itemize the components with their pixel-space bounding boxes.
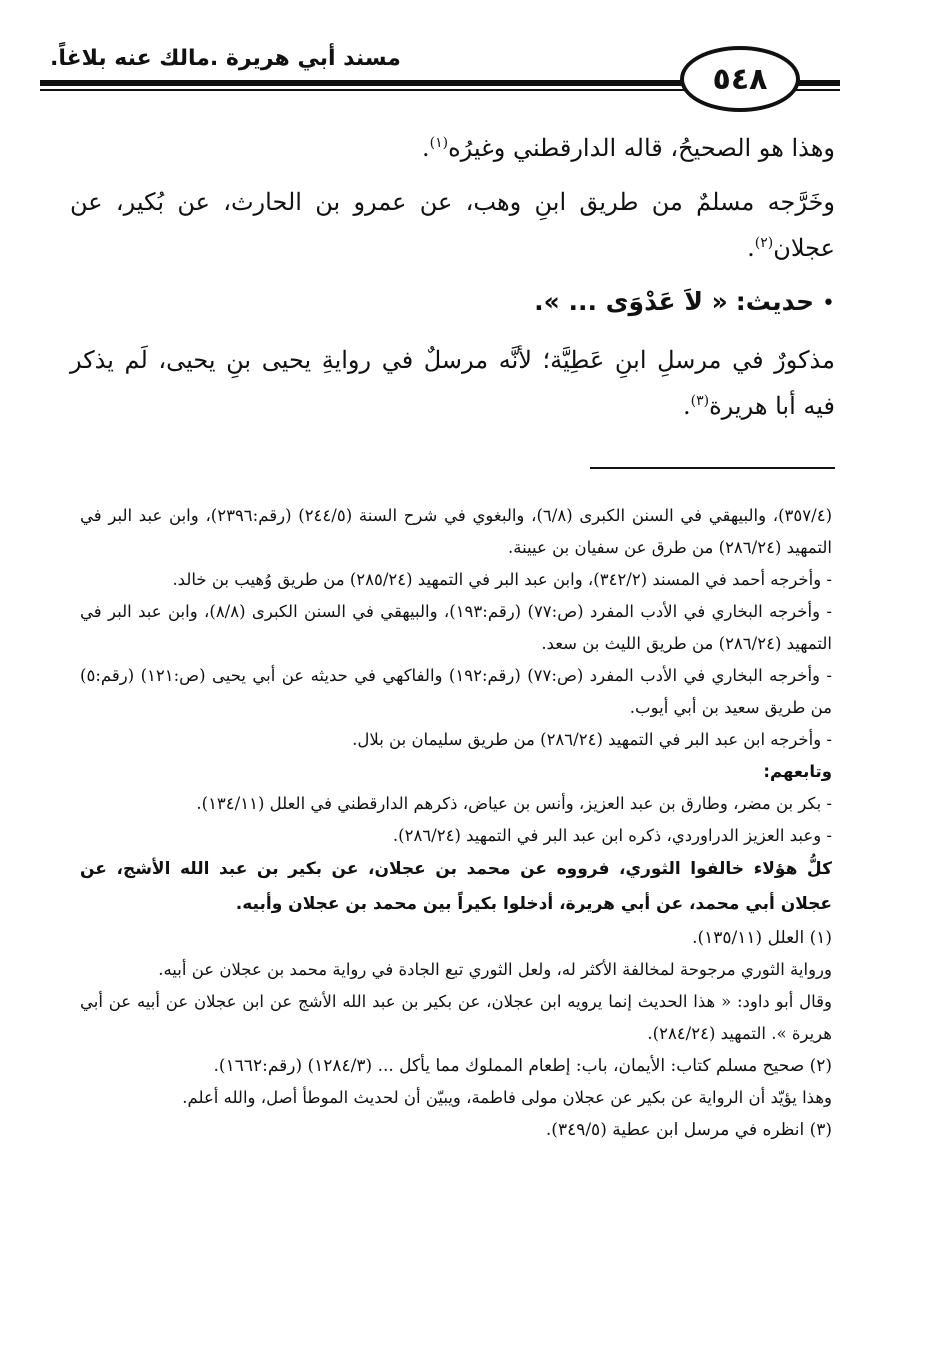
- hadith-keyword: حديث:: [735, 287, 815, 316]
- hadith-heading: [70, 279, 835, 327]
- footnote-ref-2[interactable]: (٢): [754, 235, 774, 251]
- paragraph-1: وهذا هو الصحيحُ، قاله الدارقطني وغيرُه$^{(١)}$.: [422, 134, 835, 162]
- bullet-icon: •: [822, 291, 835, 316]
- page-number: ٥٤٨: [712, 61, 768, 97]
- main-text: [70, 125, 835, 437]
- hadith-text: « لاَ عَدْوَى ... ».: [534, 287, 728, 316]
- note-conclusion: كلُّ هؤلاء خالفوا الثوري، فرووه عن محمد بن عجلان، عن بكير بن عبد الله الأشج، عن عجلان أبي محمد، عن أبي هريرة، أدخلوا بكيراً بين محمد بن عجلان وأبيه.: [80, 859, 832, 914]
- page-header: [40, 40, 870, 115]
- note-line: - وأخرجه البخاري في الأدب المفرد (ص:٧٧) (رقم:١٩٣)، والبيهقي في السنن الكبرى (٨/٨)، وابن عبد البر في التمهيد (٢٨٦/٢٤) من طريق الليث بن سعد.: [80, 602, 832, 653]
- note-line: - بكر بن مضر، وطارق بن عبد العزيز، وأنس بن عياض، ذكرهم الدارقطني في العلل (١٣٤/١١).: [196, 794, 832, 813]
- footnote-2: (٢) صحيح مسلم كتاب: الأيمان، باب: إطعام المملوك مما يأكل ... (١٢٨٤/٣) (رقم:١٦٦٢).: [213, 1056, 832, 1076]
- footnote-1-text: وقال أبو داود: « هذا الحديث إنما يرويه ابن عجلان، عن بكير بن عبد الله الأشج عن ابن عجلان عن أبيه عن أبي هريرة ». التمهيد (٢٨٤/٢٤).: [80, 992, 832, 1043]
- note-line: - وأخرجه البخاري في الأدب المفرد (ص:٧٧) (رقم:١٩٢) والفاكهي في حديثه عن أبي يحيى (ص:١٢١) (رقم:٥) من طريق سعيد بن أبي أيوب.: [80, 666, 833, 717]
- running-title: مسند أبي هريرة .مالك عنه بلاغاً.: [50, 46, 401, 71]
- footnote-1-text: ورواية الثوري مرجوحة لمخالفة الأكثر له، ولعل الثوري تبع الجادة في رواية محمد بن عجلان عن أبيه.: [158, 960, 832, 979]
- note-line: (٣٥٧/٤)، والبيهقي في السنن الكبرى (٦/٨)، والبغوي في شرح السنة (٢٤٤/٥) (رقم:٢٣٩٦)، وابن عبد البر في التمهيد (٢٨٦/٢٤) من طرق عن سفيان بن عيينة.: [80, 506, 832, 557]
- footnote-3: (٣) انظره في مرسل ابن عطية (٣٤٩/٥).: [545, 1120, 832, 1140]
- note-line: - وعبد العزيز الدراوردي، ذكره ابن عبد البر في التمهيد (٢٨٦/٢٤).: [392, 826, 832, 845]
- footnotes: [80, 500, 832, 1146]
- page-number-badge: [680, 46, 800, 112]
- footnote-separator: [590, 467, 835, 469]
- note-line: - وأخرجه ابن عبد البر في التمهيد (٢٨٦/٢٤) من طريق سليمان بن بلال.: [352, 730, 832, 749]
- paragraph-2: وخَرَّجه مسلمٌ من طريق ابنِ وهب، عن عمرو بن الحارث، عن بُكير، عن عجلان$^{(٢)}$.: [70, 188, 835, 262]
- footnote-2-text: وهذا يؤيّد أن الرواية عن بكير عن عجلان مولى فاطمة، ويبيّن أن لحديث الموطأ أصل، والله أعلم.: [182, 1088, 832, 1107]
- footnote-ref-1[interactable]: (١): [429, 135, 449, 151]
- footnote-1: (١) العلل (١٣٥/١١).: [692, 928, 832, 948]
- note-line: - وأخرجه أحمد في المسند (٣٤٢/٢)، وابن عبد البر في التمهيد (٢٨٥/٢٤) من طريق وُهيب بن خالد.: [172, 570, 832, 589]
- note-subheading: وتابعهم:: [763, 762, 832, 781]
- footnote-ref-3[interactable]: (٣): [690, 393, 710, 409]
- paragraph-3: مذكورٌ في مرسلِ ابنِ عَطِيَّة؛ لأنَّه مرسلٌ في روايةِ يحيى بنِ يحيى، لَم يذكر فيه أبا هريرة$^{(٣)}$.: [70, 346, 835, 420]
